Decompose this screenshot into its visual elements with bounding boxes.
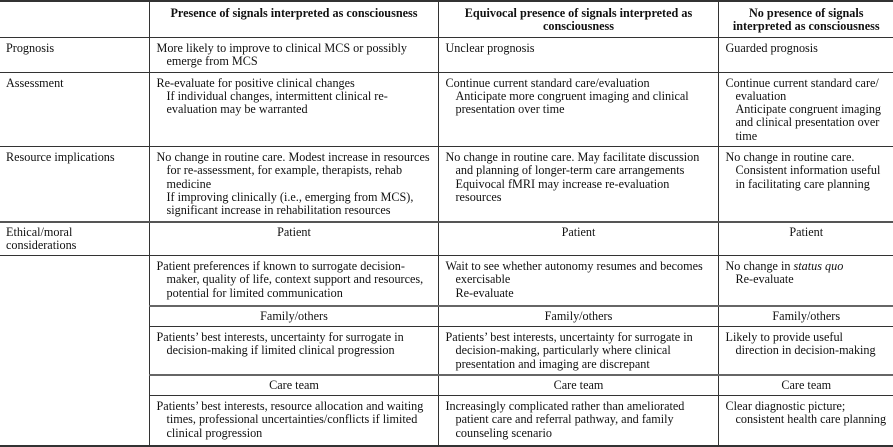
- cell-text: Equivocal fMRI may increase re-evaluation resources: [455, 176, 670, 204]
- row-ethical-family-label: [0, 306, 893, 327]
- row-label-assessment: Assessment: [6, 75, 64, 90]
- cell-text: Likely to provide useful direction in decision-making: [725, 329, 876, 358]
- cell-careteam-equivocal: [438, 396, 718, 446]
- cell-text: Continue current standard care/evaluation: [445, 75, 650, 90]
- header-empty: [0, 1, 149, 38]
- row-label-empty: [0, 256, 149, 306]
- cell-text: No change in: [725, 259, 794, 274]
- cell-resources-presence: [149, 147, 438, 222]
- header-no-presence: No presence of signals interpreted as consciousness: [718, 1, 893, 38]
- cell-patient-presence: [149, 256, 438, 306]
- header-row: [0, 1, 893, 38]
- cell-text: Wait to see whether autonomy resumes and becomes exercisable: [445, 259, 703, 287]
- row-label-empty: [0, 326, 149, 374]
- cell-text-italic: status quo: [793, 259, 844, 274]
- cell-prognosis-presence: [149, 38, 438, 73]
- cell-assessment-equivocal: [438, 72, 718, 146]
- cell-text-line: [726, 260, 888, 273]
- cell-text: consistent health care planning: [735, 412, 887, 427]
- cell-family-no-presence: [718, 326, 893, 374]
- row-ethical-careteam: [0, 396, 893, 446]
- row-label-empty: [0, 306, 149, 327]
- row-ethical-patient: [0, 256, 893, 306]
- cell-text: Continue current standard care/ evaluation: [725, 75, 879, 103]
- cell-text: Guarded prognosis: [725, 41, 818, 55]
- cell-text: Patients’ best interests, uncertainty for surrogate in decision-making, particularly where clinical presentation and imaging are discrepant: [445, 329, 693, 371]
- cell-text: Re-evaluate: [735, 272, 794, 287]
- cell-text: Unclear prognosis: [445, 41, 535, 55]
- cell-resources-no-presence: [718, 147, 893, 222]
- cell-prognosis-equivocal: [438, 38, 718, 73]
- group-label-family: Family/others: [438, 306, 718, 327]
- row-prognosis: [0, 38, 893, 73]
- cell-patient-equivocal: [438, 256, 718, 306]
- row-label-empty: [0, 375, 149, 396]
- cell-text: Clear diagnostic picture;: [725, 399, 846, 414]
- cell-text: Anticipate congruent imaging and clinical presentation over time: [735, 102, 882, 143]
- cell-text: Re-evaluate for positive clinical changes: [156, 75, 355, 90]
- header-equivocal: Equivocal presence of signals interpreted as consciousness: [438, 1, 718, 38]
- cell-careteam-no-presence: [718, 396, 893, 446]
- group-label-family: Family/others: [149, 306, 438, 327]
- group-label-patient: Patient: [718, 222, 893, 256]
- row-ethical-family: [0, 326, 893, 374]
- row-ethical-careteam-label: [0, 375, 893, 396]
- row-label-prognosis: Prognosis: [6, 41, 55, 55]
- cell-text: Anticipate more congruent imaging and clinical presentation over time: [455, 88, 689, 117]
- group-label-patient: Patient: [149, 222, 438, 256]
- group-label-family: Family/others: [718, 306, 893, 327]
- cell-family-presence: [149, 326, 438, 374]
- cell-text: Patients’ best interests, resource allocation and waiting times, professional uncertainties/conflicts if limited clinical progression: [156, 399, 424, 440]
- row-assessment: [0, 72, 893, 146]
- cell-text: Patients’ best interests, uncertainty for surrogate in decision-making if limited clinical progression: [156, 329, 404, 358]
- cell-text: Increasingly complicated rather than ameliorated patient care and referral pathway, and family counseling scenario: [445, 399, 685, 440]
- cell-text: Re-evaluate: [455, 285, 514, 300]
- row-resources: [0, 147, 893, 222]
- group-label-care-team: Care team: [149, 375, 438, 396]
- cell-text: Consistent information useful in facilitating care planning: [735, 163, 881, 191]
- row-label-ethical: Ethical/moral considerations: [6, 224, 77, 252]
- row-label-resources: Resource implications: [6, 150, 115, 165]
- cell-assessment-no-presence: [718, 72, 893, 146]
- cell-resources-equivocal: [438, 147, 718, 222]
- cell-text: More likely to improve to clinical MCS or possibly emerge from MCS: [156, 41, 407, 69]
- group-label-care-team: Care team: [438, 375, 718, 396]
- cell-text: No change in routine care.: [725, 150, 855, 165]
- group-label-patient: Patient: [438, 222, 718, 256]
- cell-patient-no-presence: [718, 256, 893, 306]
- row-label-empty: [0, 396, 149, 446]
- row-ethical-patient-label: [0, 222, 893, 256]
- cell-assessment-presence: [149, 72, 438, 146]
- cell-text: If improving clinically (i.e., emerging from MCS), significant increase in rehabilitation resources: [166, 189, 414, 218]
- cell-family-equivocal: [438, 326, 718, 374]
- cell-text: No change in routine care. Modest increase in resources for re-assessment, for example, therapists, rehab medicine: [156, 150, 430, 191]
- group-label-care-team: Care team: [718, 375, 893, 396]
- header-presence: Presence of signals interpreted as consciousness: [149, 1, 438, 38]
- cell-text: No change in routine care. May facilitate discussion and planning of longer-term care arrangements: [445, 150, 700, 178]
- cell-careteam-presence: [149, 396, 438, 446]
- cell-text: If individual changes, intermittent clinical re-evaluation may be warranted: [166, 88, 388, 117]
- cell-prognosis-no-presence: [718, 38, 893, 73]
- cell-text: Patient preferences if known to surrogate decision-maker, quality of life, context support and resources, potential for limited communication: [156, 259, 424, 300]
